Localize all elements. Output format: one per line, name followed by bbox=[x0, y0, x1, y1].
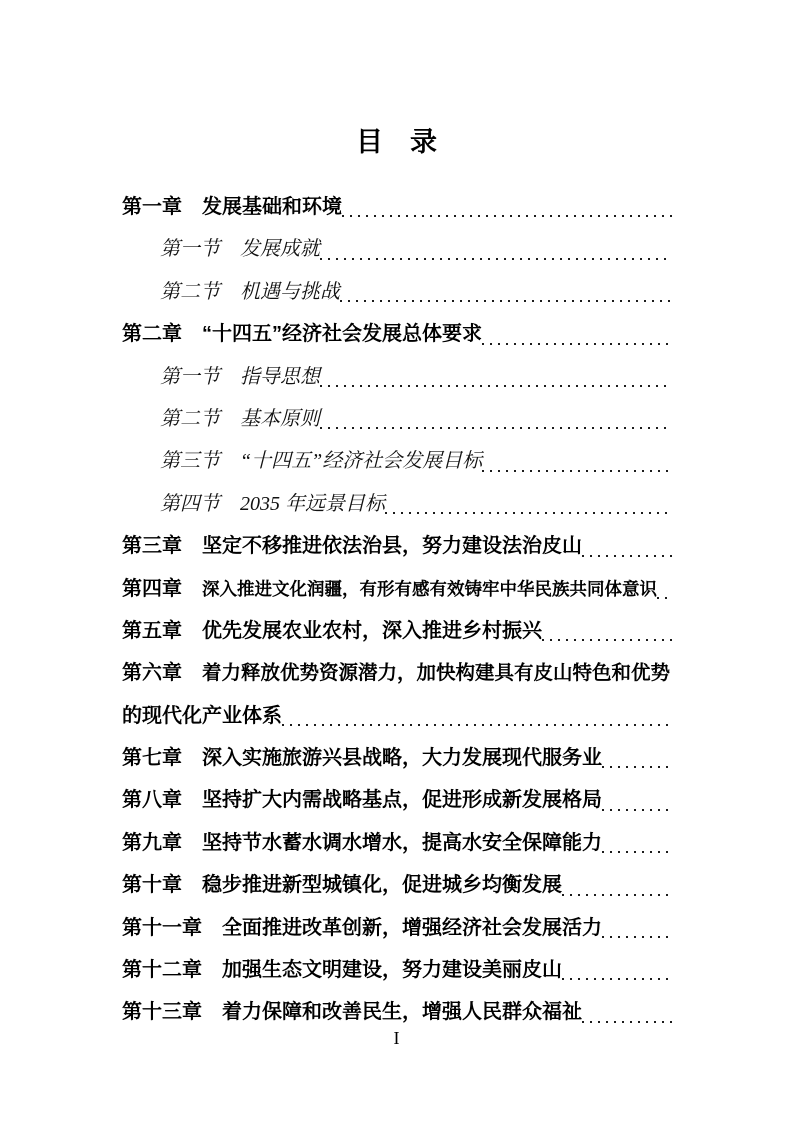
page-number: I bbox=[393, 1028, 400, 1048]
toc-entry-title: 着力释放优势资源潜力，加快构建具有皮山特色和优势 bbox=[202, 662, 671, 685]
toc-entry-label: 第五章 bbox=[122, 619, 182, 642]
toc-row bbox=[122, 907, 672, 949]
toc-row bbox=[122, 610, 672, 652]
toc-entry-title: 的现代化产业体系 bbox=[122, 704, 282, 727]
toc-row bbox=[122, 186, 672, 228]
dot-leader bbox=[602, 851, 672, 853]
toc-row bbox=[122, 695, 672, 737]
toc-entry-title: 稳步推进新型城镇化，促进城乡均衡发展 bbox=[202, 874, 562, 897]
toc-list bbox=[122, 186, 672, 1034]
toc-entry-title: 加强生态文明建设，努力建设美丽皮山 bbox=[222, 959, 562, 982]
toc-entry-label: 第二章 bbox=[122, 323, 182, 346]
toc-entry-title: 深入推进文化润疆，有形有感有效铸牢中华民族共同体意识 bbox=[202, 578, 657, 599]
dot-leader bbox=[562, 978, 672, 980]
dot-leader bbox=[562, 894, 672, 896]
toc-entry-label: 第七章 bbox=[122, 747, 182, 770]
dot-leader bbox=[320, 385, 672, 387]
dot-leader bbox=[657, 597, 672, 599]
toc-row bbox=[122, 568, 672, 610]
toc-row bbox=[122, 483, 672, 525]
toc-row bbox=[122, 313, 672, 355]
dot-leader bbox=[482, 470, 672, 472]
dot-leader bbox=[542, 639, 672, 641]
dot-leader bbox=[340, 300, 672, 302]
toc-entry-title: 全面推进改革创新，增强经济社会发展活力 bbox=[222, 916, 602, 939]
toc-entry-label: 第九章 bbox=[122, 831, 182, 854]
toc-entry-title: 坚持节水蓄水调水增水，提高水安全保障能力 bbox=[202, 831, 602, 854]
toc-row bbox=[122, 822, 672, 864]
toc-entry-label: 第六章 bbox=[122, 662, 182, 685]
toc-entry-label: 第十章 bbox=[122, 874, 182, 897]
toc-entry-title: 着力保障和改善民生，增强人民群众福祉 bbox=[222, 1001, 582, 1024]
toc-entry-label: 第四节 bbox=[160, 492, 220, 515]
toc-entry-label: 第一节 bbox=[160, 365, 220, 388]
toc-entry-title: 2035 年远景目标 bbox=[240, 492, 385, 515]
toc-row bbox=[122, 949, 672, 991]
dot-leader bbox=[282, 724, 672, 726]
toc-entry-label: 第三章 bbox=[122, 535, 182, 558]
toc-entry-label: 第十三章 bbox=[122, 1001, 202, 1024]
toc-row bbox=[122, 737, 672, 779]
toc-entry-title: 发展基础和环境 bbox=[202, 196, 342, 218]
dot-leader bbox=[482, 343, 672, 345]
toc-row bbox=[122, 440, 672, 482]
toc-entry-label: 第十一章 bbox=[122, 916, 202, 939]
toc-entry-label: 第二节 bbox=[160, 280, 220, 303]
toc-row bbox=[122, 652, 672, 694]
dot-leader bbox=[320, 427, 672, 429]
dot-leader bbox=[582, 1021, 672, 1023]
toc-entry-label: 第二节 bbox=[160, 407, 220, 430]
dot-leader bbox=[602, 936, 672, 938]
toc-entry-label: 第八章 bbox=[122, 789, 182, 812]
toc-entry-title: 优先发展农业农村，深入推进乡村振兴 bbox=[202, 619, 542, 642]
toc-row bbox=[122, 525, 672, 567]
toc-entry-label: 第十二章 bbox=[122, 959, 202, 982]
toc-row bbox=[122, 779, 672, 821]
toc-row bbox=[122, 398, 672, 440]
toc-row bbox=[122, 271, 672, 313]
dot-leader bbox=[602, 809, 672, 811]
toc-entry-title: 坚定不移推进依法治县，努力建设法治皮山 bbox=[202, 535, 582, 558]
dot-leader bbox=[385, 512, 672, 514]
toc-entry-label: 第一节 bbox=[160, 238, 220, 261]
toc-entry-title: 机遇与挑战 bbox=[240, 280, 340, 303]
dot-leader bbox=[582, 555, 672, 557]
toc-row bbox=[122, 356, 672, 398]
page-title: 目 录 bbox=[356, 127, 437, 157]
toc-entry-title: 坚持扩大内需战略基点，促进形成新发展格局 bbox=[202, 789, 602, 812]
dot-leader bbox=[342, 215, 672, 217]
toc-row bbox=[122, 228, 672, 270]
toc-entry-title: 指导思想 bbox=[240, 365, 320, 388]
toc-entry-title: “十四五”经济社会发展目标 bbox=[240, 450, 483, 473]
toc-entry-title: 深入实施旅游兴县战略，大力发展现代服务业 bbox=[202, 747, 602, 770]
toc-row bbox=[122, 864, 672, 906]
toc-entry-label: 第一章 bbox=[122, 196, 182, 218]
dot-leader bbox=[602, 766, 672, 768]
toc-entry-label: 第三节 bbox=[160, 450, 220, 473]
dot-leader bbox=[320, 258, 672, 260]
toc-entry-title: “十四五”经济社会发展总体要求 bbox=[202, 323, 482, 346]
toc-entry-title: 发展成就 bbox=[240, 238, 320, 261]
toc-entry-label: 第四章 bbox=[122, 577, 182, 600]
toc-entry-title: 基本原则 bbox=[240, 407, 320, 430]
